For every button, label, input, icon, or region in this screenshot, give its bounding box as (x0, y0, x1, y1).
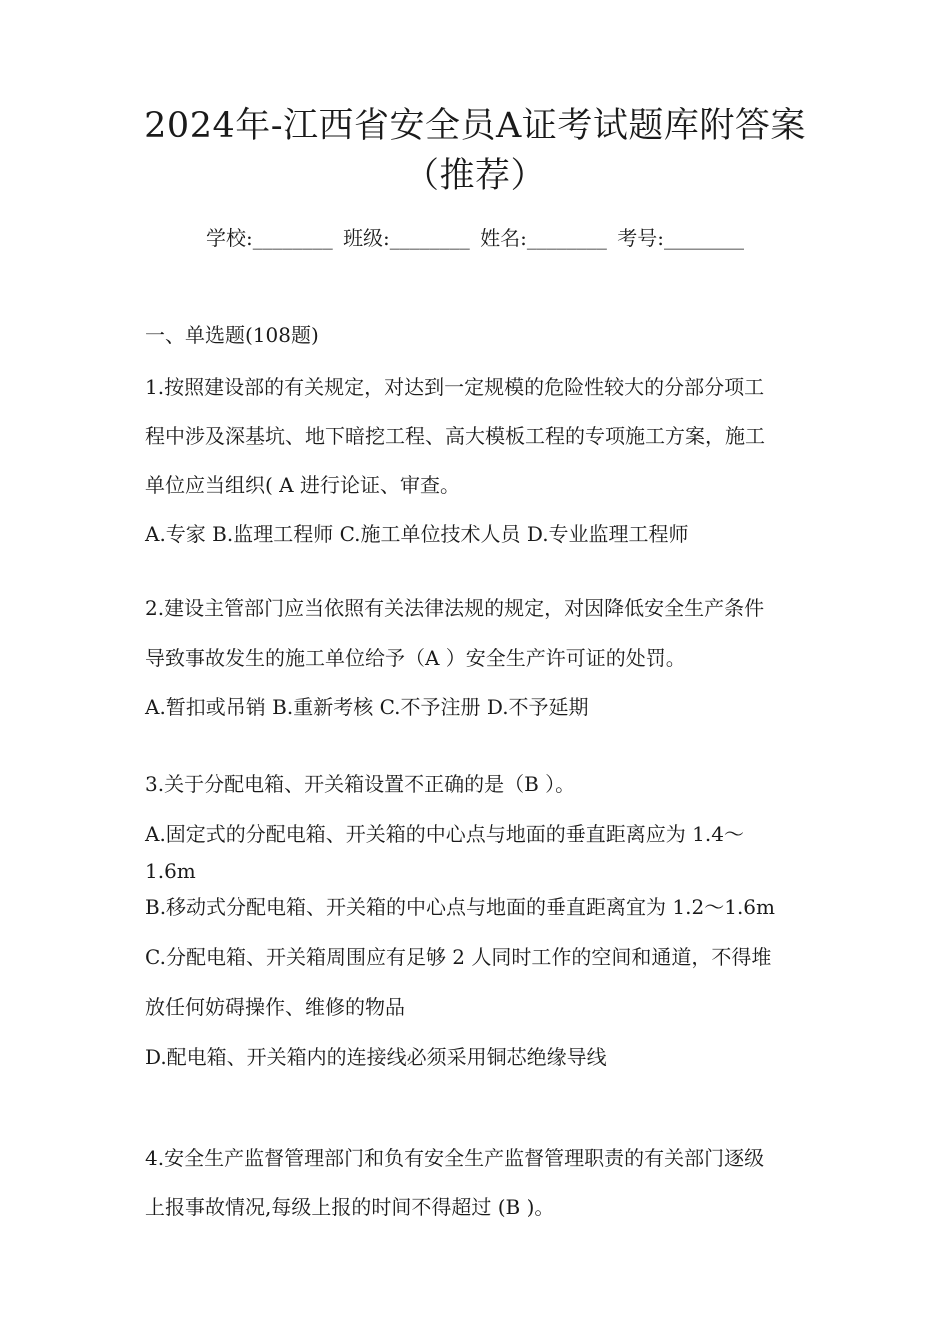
question-3-option: A.固定式的分配电箱、开关箱的中心点与地面的垂直距离应为 1.4～ (145, 822, 744, 846)
question-3-option: 1.6m (145, 859, 196, 883)
question-1-text: 程中涉及深基坑、地下暗挖工程、高大模板工程的专项施工方案，施工 (145, 424, 765, 448)
question-2-text: 导致事故发生的施工单位给予（A ）安全生产许可证的处罚。 (145, 646, 686, 670)
question-1-text: 1.按照建设部的有关规定，对达到一定规模的危险性较大的分部分项工 (145, 375, 765, 399)
name-field: 姓名:________ (480, 226, 607, 250)
question-3-option: C.分配电箱、开关箱周围应有足够 2 人同时工作的空间和通道，不得堆 (145, 945, 772, 969)
question-4-text: 上报事故情况,每级上报的时间不得超过 (B )。 (145, 1195, 555, 1219)
school-field: 学校:________ (205, 226, 333, 250)
class-field: 班级:________ (343, 226, 470, 250)
exam-number-field: 考号:________ (617, 226, 745, 250)
student-info-row (0, 224, 950, 252)
section-heading: 一、单选题(108题) (145, 323, 319, 347)
question-3-text: 3.关于分配电箱、开关箱设置不正确的是（B ）。 (145, 772, 576, 796)
question-1-options: A.专家 B.监理工程师 C.施工单位技术人员 D.专业监理工程师 (145, 522, 689, 546)
question-2-text: 2.建设主管部门应当依照有关法律法规的规定，对因降低安全生产条件 (145, 596, 765, 620)
question-4-text: 4.安全生产监督管理部门和负有安全生产监督管理职责的有关部门逐级 (145, 1146, 765, 1170)
question-3-option: 放任何妨碍操作、维修的物品 (145, 995, 405, 1019)
document-title: 2024年-江西省安全员A证考试题库附答案 (144, 106, 806, 146)
question-1-text: 单位应当组织( A 进行论证、审查。 (145, 473, 460, 497)
question-3-option: B.移动式分配电箱、开关箱的中心点与地面的垂直距离宜为 1.2～1.6m (145, 895, 775, 919)
question-3-option: D.配电箱、开关箱内的连接线必须采用铜芯绝缘导线 (145, 1045, 607, 1069)
document-subtitle: （推荐） (403, 156, 546, 196)
question-2-options: A.暂扣或吊销 B.重新考核 C.不予注册 D.不予延期 (145, 695, 589, 719)
